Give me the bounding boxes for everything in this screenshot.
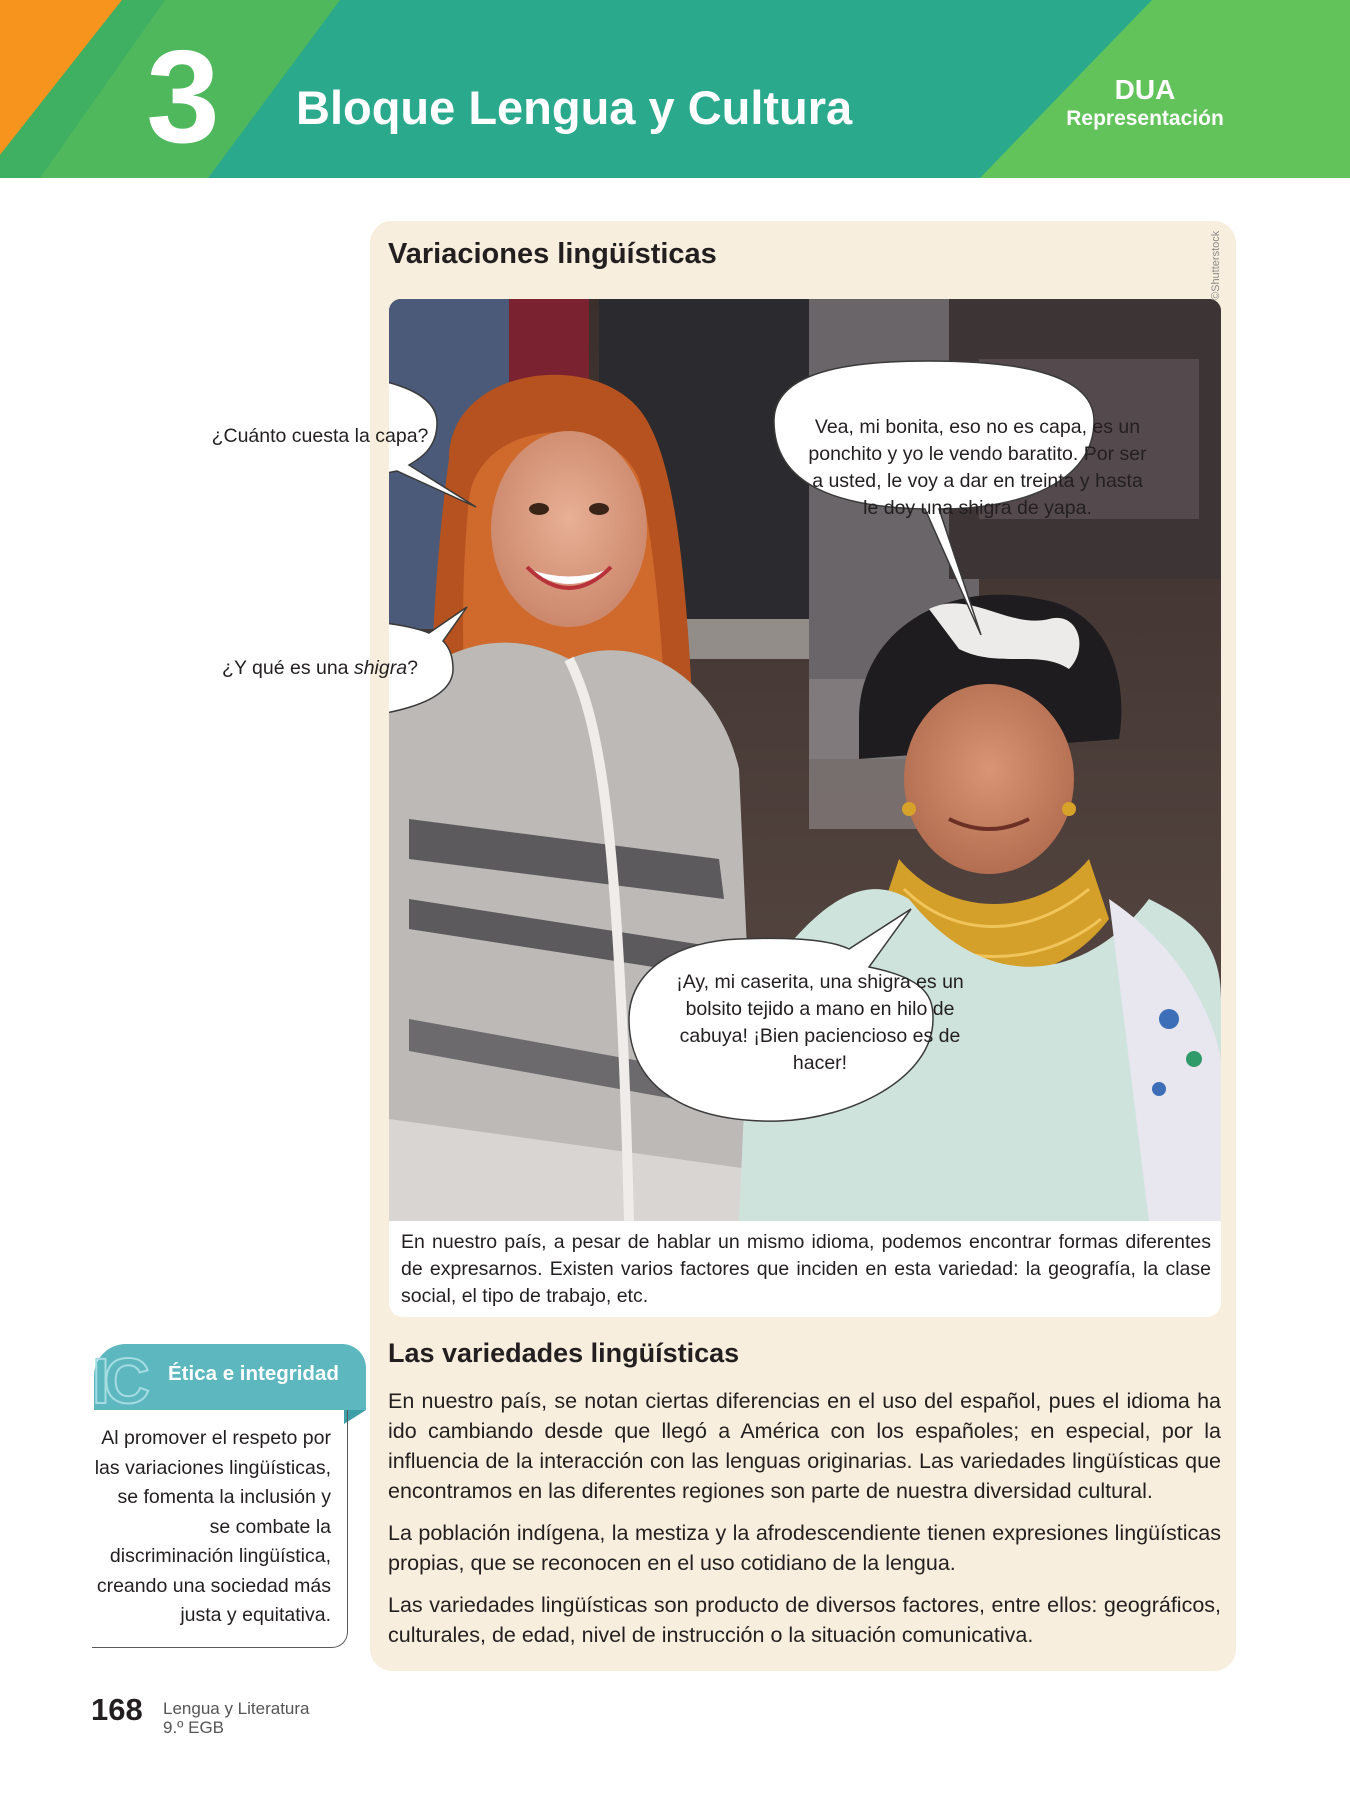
header-band [0,0,1350,178]
dua-subtitle: Representación [1066,107,1224,130]
photo-caption: En nuestro país, a pesar de hablar un mismo idioma, podemos encontrar formas diferentes de expresarnos. Existen varios factores que inciden en esta variedad: la geografía, la clase social, el tipo de trabajo, etc. [389,1221,1221,1317]
footer-subject [163,1699,310,1737]
paragraph-3: Las variedades lingüísticas son producto de diversos factores, entre ellos: geográficos, culturales, de edad, nivel de instrucción o la situación comunicativa. [388,1593,1221,1647]
varieties-title: Las variedades lingüísticas [388,1338,740,1368]
ethics-text: Al promover el respeto por las variaciones lingüísticas, se fomenta la inclusión y se combate la discriminación lingüística, creando una sociedad más justa y equitativa. [94,1427,331,1626]
paragraph-1: En nuestro país, se notan ciertas diferencias en el uso del español, pues el idioma ha ido cambiando desde que llegó a América con los españoles; en especial, por la influencia de la interacción con las lenguas originarias. Las variedades lingüísticas que encontramos en las diferentes regiones son parte de nuestra diversidad cultural. [388,1389,1221,1503]
dua-badge [1040,74,1250,132]
bubble-text-italic: shigra [353,657,408,679]
page-number: 168 [91,1692,143,1727]
section-title: Variaciones lingüísticas [388,238,717,270]
grade-level: 9.º EGB [163,1718,225,1737]
dua-title: DUA [1114,74,1176,105]
bubble-text-prefix: ¿Y qué es una [222,657,354,679]
varieties-text [388,1386,1221,1662]
block-title: Bloque Lengua y Cultura [296,81,853,134]
ethics-box [92,1410,348,1648]
paragraph-2: La población indígena, la mestiza y la afrodescendiente tienen expresiones lingüísticas propias, que se reconocen en el uso cotidiano de la lengua. [388,1521,1221,1575]
speech-bubble-seller-answer: Vea, mi bonita, eso no es capa, es un ponchito y yo le vendo baratito. Por ser a usted, le voy a dar en treinta y hasta le doy una shigra de yapa. [808,416,1147,519]
ethics-ic-icon: IC [92,1345,144,1417]
photo-credit: ©Shutterstock [1210,230,1222,300]
speech-bubble-shigra-explanation: ¡Ay, mi caserita, una shigra es un bolsito tejido a mano en hilo de cabuya! ¡Bien paciencioso es de hacer! [676,971,964,1074]
subject-name: Lengua y Literatura [163,1699,310,1718]
speech-bubble-question-price: ¿Cuánto cuesta la capa? [211,425,429,447]
ethics-label: Ética e integridad [168,1362,339,1385]
bubble-text-suffix: ? [407,657,418,679]
speech-bubble-question-shigra [200,655,440,682]
chapter-number: 3 [146,23,220,170]
